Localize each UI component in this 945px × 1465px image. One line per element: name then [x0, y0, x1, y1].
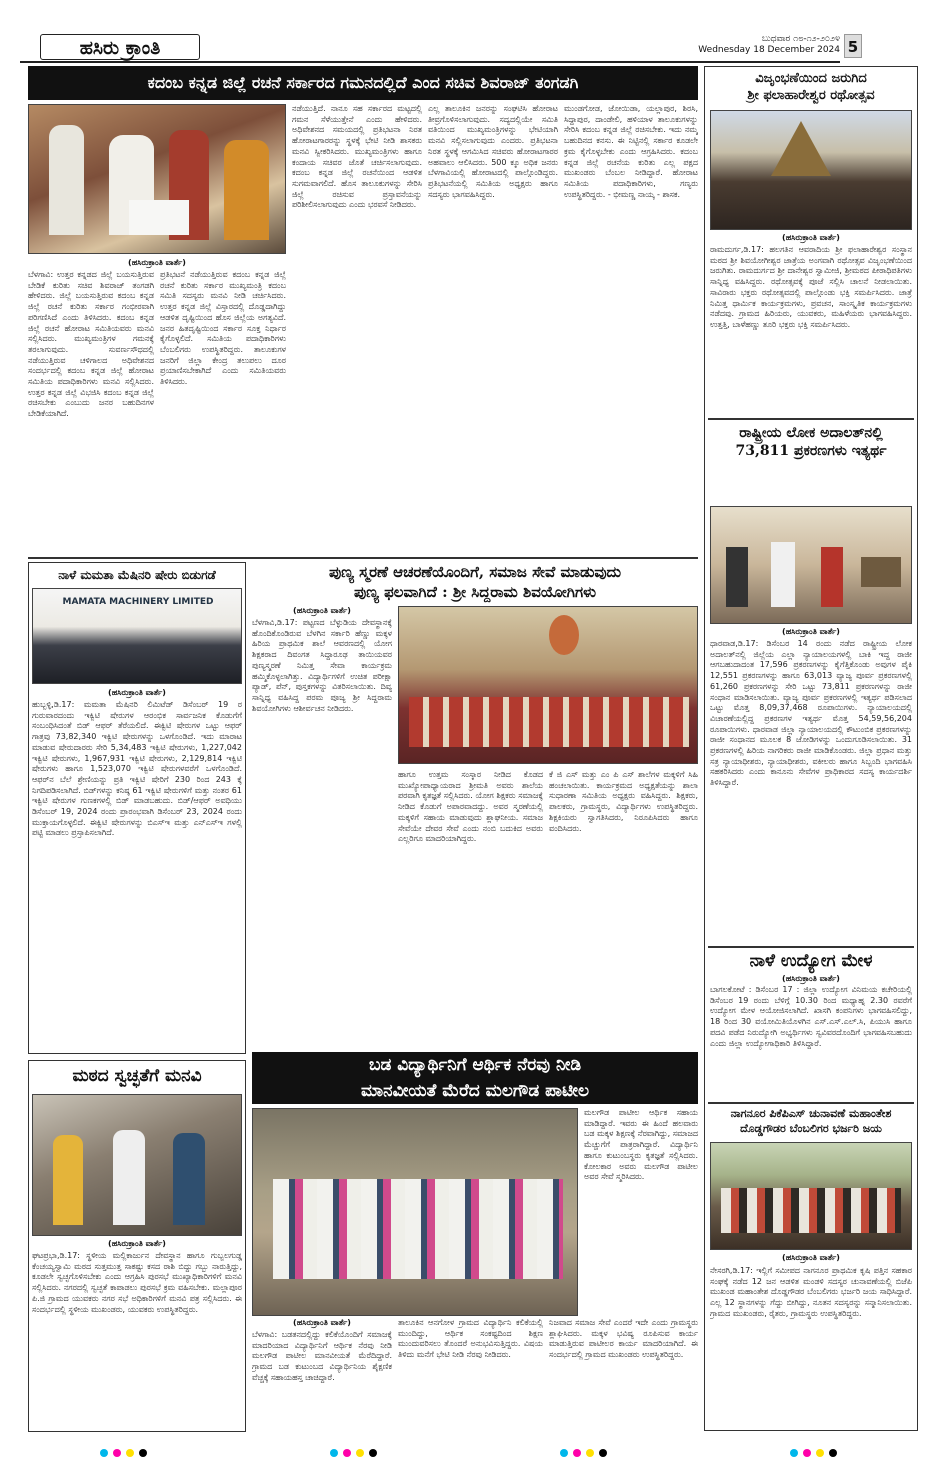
pkps-title: [708, 1106, 914, 1136]
udyoga-title: ನಾಳೆ ಉದ್ಯೋಗ ಮೇಳ: [749, 951, 873, 971]
swachhate-photo: [32, 1094, 242, 1236]
lead-text-col4: ಎಲ್ಲ ತಾಲೂಕಿನ ಜನರನ್ನು ಸಂಘಟಿಸಿ ಹೋರಾಟ ತೀವ್ರಗೊಳಿಸಲಾಗುವುದು. ಸದ್ಯದಲ್ಲಿಯೇ ಸಮಿತಿ ವತಿಯಿಂದ ಮುಖ್ಯಮಂತ್ರಿಗಳನ್ನು ಭೇಟಿಯಾಗಿ ಮನವಿ ಸಲ್ಲಿಸಲಾಗುವುದು ಎಂದರು. ಪ್ರತಿಭಟನಾ ನಿರತ ಸ್ಥಳಕ್ಕೆ ಆಗಮಿಸಿದ ಸಚಿವರು ಹೋರಾಟಗಾರರ ಅಹವಾಲು ಆಲಿಸಿದರು. 500 ಕ್ಕೂ ಅಧಿಕ ಜನರು ಬೆಳಗಾವಿಯಲ್ಲಿ ಹೋರಾಟದಲ್ಲಿ ಪಾಲ್ಗೊಂಡಿದ್ದರು. ಪ್ರತಿಭಟನೆಯಲ್ಲಿ ಸಮಿತಿಯ ಅಧ್ಯಕ್ಷರು ಹಾಗೂ ಸದಸ್ಯರು ಭಾಗವಹಿಸಿದ್ದರು.: [428, 104, 558, 199]
swachhate-title: ಮಠದ ಸ್ವಚ್ಛತೆಗೆ ಮನವಿ: [72, 1066, 202, 1086]
patil-headline-line2: ಮಾನವೀಯತೆ ಮೆರೆದ ಮಲಗೌಡ ಪಾಟೀಲ: [360, 1081, 590, 1101]
registration-mark: [100, 1442, 147, 1461]
divider: [28, 557, 698, 559]
mamata-text: ಹುಬ್ಬಳ್ಳಿ,ಡಿ.17: ಮಮತಾ ಮೆಷಿನರಿ ಲಿಮಿಟೆಡ್ ಡಿಸೆಂಬರ್ 19 ರ ಗುರುವಾರದಂದು ಇಕ್ವಿಟಿ ಷೇರುಗಳ ಆರಂಭಿಕ ಸಾರ್ವಜನಿಕ ಕೊಡುಗೆಗೆ ಸಂಬಂಧಿಸಿದಂತೆ ಬಿಡ್ ಆಫರ್ ತೆರೆಯಲಿದೆ. ಈಕ್ವಿಟಿ ಷೇರುಗಳ ಒಟ್ಟು ಆಫರ್ ಗಾತ್ರವು 73,82,340 ಇಕ್ವಿಟಿ ಷೇರುಗಳನ್ನು ಒಳಗೊಂಡಿದೆ. ಇದು ಮಾರಾಟ ಮಾಡುವ ಷೇರುದಾರರು ಸೇರಿ 5,34,483 ಇಕ್ವಿಟಿ ಷೇರುಗಳು, 1,227,042 ಇಕ್ವಿಟಿ ಷೇರುಗಳು, 1,967,931 ಇಕ್ವಿಟಿ ಷೇರುಗಳು, 2,129,814 ಇಕ್ವಿಟಿ ಷೇರುಗಳು ಹಾಗೂ 1,523,070 ಇಕ್ವಿಟಿ ಷೇರುಗಳವರೆಗೆ ಒಳಗೊಂಡಿದೆ. ಆಫರ್‌ನ ಬೆಲೆ ಶ್ರೇಣಿಯನ್ನು ಪ್ರತಿ ಇಕ್ವಿಟಿ ಷೇರಿಗೆ 230 ರಿಂದ 243 ಕ್ಕೆ ನಿಗದಿಪಡಿಸಲಾಗಿದೆ. ಬಿಡ್‌ಗಳನ್ನು ಕನಿಷ್ಠ 61 ಇಕ್ವಿಟಿ ಷೇರುಗಳಿಗೆ ಮತ್ತು ನಂತರ 61 ಇಕ್ವಿಟಿ ಷೇರುಗಳ ಗುಣಕಗಳಲ್ಲಿ ಬಿಡ್ ಮಾಡಬಹುದು. ಬಿಡ್/ಆಫರ್ ಅವಧಿಯು ಡಿಸೆಂಬರ್ 19, 2024 ರಂದು ಪ್ರಾರಂಭವಾಗಿ ಡಿಸೆಂಬರ್ 23, 2024 ರಂದು ಮುಕ್ತಾಯಗೊಳ್ಳಲಿದೆ. ಈಕ್ವಿಟಿ ಷೇರುಗಳನ್ನು ಬಿಎಸ್‌ಇ ಮತ್ತು ಎನ್‌ಎಸ್‌ಇ ಗಳಲ್ಲಿ ಪಟ್ಟಿ ಮಾಡಲು ಪ್ರಸ್ತಾಪಿಸಲಾಗಿದೆ.: [32, 700, 242, 838]
date-english: Wednesday 18 December 2024: [698, 45, 840, 55]
date-kannada: ಬುಧವಾರ ೧೮-೧೨-೨೦೨೪: [761, 34, 840, 44]
punya-headline-line2: ಪುಣ್ಯ ಫಲವಾಗಿದೆ : ಶ್ರೀ ಸಿದ್ದರಾಮ ಶಿವಯೋಗಿಗಳು: [353, 583, 597, 601]
patil-text-col3: ನಿಜವಾದ ಸಮಾಜ ಸೇವೆ ಎಂದರೆ ಇದೇ ಎಂದು ಗ್ರಾಮಸ್ಥರು ಶ್ಲಾಘಿಸಿದರು. ಮಕ್ಕಳ ಭವಿಷ್ಯ ರೂಪಿಸುವ ಕಾರ್ಯ ಮಾಡುತ್ತಿರುವ ಪಾಟೀಲರ ಕಾರ್ಯ ಮಾದರಿಯಾಗಿದೆ. ಈ ಸಂದರ್ಭದಲ್ಲಿ ಗ್ರಾಮದ ಮುಖಂಡರು ಉಪಸ್ಥಿತರಿದ್ದರು.: [549, 1318, 698, 1360]
swachhate-credit: (ಹಸಿರುಕ್ರಾಂತಿ ವಾರ್ತೆ): [108, 1239, 166, 1248]
punya-text-col1: ಬೆಳಗಾವಿ,ಡಿ.17: ಪಟ್ಟಣದ ಬೆಳ್ಳುಡಿಯ ದೇವಸ್ಥಾನಕ್ಕೆ ಹೊಂದಿಕೊಂಡಿರುವ ಬೆಳಗಿನ ಸರ್ಕಾರಿ ಹೆಣ್ಣು ಮಕ್ಕಳ ಹಿರಿಯ ಪ್ರಾಥಮಿಕ ಶಾಲೆ ಆವರಣದಲ್ಲಿ ಯೋಗ ಶಿಕ್ಷಕರಾದ ದಿವಂಗತ ಸಿದ್ದಾರೂಢ ತಾಯಿಯವರ ಪುಣ್ಯಸ್ಮರಣೆ ನಿಮಿತ್ತ ಸೇವಾ ಕಾರ್ಯಕ್ರಮ ಹಮ್ಮಿಕೊಳ್ಳಲಾಗಿತ್ತು. ವಿದ್ಯಾರ್ಥಿಗಳಿಗೆ ಉಚಿತ ಪರೀಕ್ಷಾ ಪ್ಯಾಡ್, ಪೆನ್, ಪುಸ್ತಕಗಳನ್ನು ವಿತರಿಸಲಾಯಿತು. ದಿವ್ಯ ಸಾನ್ನಿಧ್ಯ ವಹಿಸಿದ್ದ ಪರಮ ಪೂಜ್ಯ ಶ್ರೀ ಸಿದ್ದರಾಮ ಶಿವಯೋಗಿಗಳು ಆಶೀರ್ವಚನ ನೀಡಿದರು.: [252, 618, 392, 713]
mamata-credit: (ಹಸಿರುಕ್ರಾಂತಿ ವಾರ್ತೆ): [108, 688, 166, 697]
date-block: [690, 34, 840, 56]
patil-text-side: ಮಲಗೌಡ ಪಾಟೀಲ ಆರ್ಥಿಕ ಸಹಾಯ ಮಾಡಿದ್ದಾರೆ. ಇವರು ಈ ಹಿಂದೆ ಹಲವಾರು ಬಡ ಮಕ್ಕಳ ಶಿಕ್ಷಣಕ್ಕೆ ನೆರವಾಗಿದ್ದು, ಸಮಾಜದ ಮೆಚ್ಚುಗೆಗೆ ಪಾತ್ರರಾಗಿದ್ದಾರೆ. ವಿದ್ಯಾರ್ಥಿನಿ ಹಾಗೂ ಕುಟುಂಬಸ್ಥರು ಕೃತಜ್ಞತೆ ಸಲ್ಲಿಸಿದರು. ಕೋಲಕಾರ ಅವರು ಮಲಗೌಡ ಪಾಟೀಲ ಅವರ ಸೇವೆ ಸ್ಮರಿಸಿದರು.: [584, 1108, 698, 1182]
newspaper-title: ಹಸಿರು ಕ್ರಾಂತಿ: [40, 34, 200, 60]
patil-text-col2: ತಾಲೂಕಿನ ಆನಗೋಳ ಗ್ರಾಮದ ವಿದ್ಯಾರ್ಥಿನಿ ಕಲಿಕೆಯಲ್ಲಿ ಮುಂದಿದ್ದು, ಆರ್ಥಿಕ ಸಂಕಷ್ಟದಿಂದ ಶಿಕ್ಷಣ ಮುಂದುವರಿಸಲು ತೊಂದರೆ ಅನುಭವಿಸುತ್ತಿದ್ದರು. ವಿಷಯ ತಿಳಿದು ಮನೆಗೆ ಭೇಟಿ ನೀಡಿ ನೆರವು ನೀಡಿದರು.: [398, 1318, 543, 1360]
punya-credit: (ಹಸಿರುಕ್ರಾಂತಿ ವಾರ್ತೆ): [293, 606, 351, 615]
lok-adalat-title: [708, 424, 914, 460]
rathotsava-text: ರಾಮದುರ್ಗ,ಡಿ.17: ಹಲಗತಿನ ಆವರಾದಿಯ ಶ್ರೀ ಫಲಾಹಾರೇಶ್ವರ ಸಂಸ್ಥಾನ ಮಠದ ಶ್ರೀ ಶಿವಯೋಗೀಶ್ವರ ಜಾತ್ರೆಯ ಅಂಗವಾಗಿ ರಥೋತ್ಸವ ವಿಜೃಂಭಣೆಯಿಂದ ಜರುಗಿತು. ರಾಮದುರ್ಗದ ಶ್ರೀ ದಾನೇಶ್ವರ ಸ್ವಾಮೀಜಿ, ಶ್ರೀಮಠದ ಪೀಠಾಧಿಪತಿಗಳು ಸಾನ್ನಿಧ್ಯ ವಹಿಸಿದ್ದರು. ರಥೋತ್ಸವಕ್ಕೆ ಪೂಜೆ ಸಲ್ಲಿಸಿ ಚಾಲನೆ ನೀಡಲಾಯಿತು. ಸಾವಿರಾರು ಭಕ್ತರು ರಥೋತ್ಸವದಲ್ಲಿ ಪಾಲ್ಗೊಂಡು ಭಕ್ತಿ ಸಮರ್ಪಿಸಿದರು. ಜಾತ್ರೆ ನಿಮಿತ್ತ ಧಾರ್ಮಿಕ ಕಾರ್ಯಕ್ರಮಗಳು, ಪ್ರವಚನ, ಸಾಂಸ್ಕೃತಿಕ ಕಾರ್ಯಕ್ರಮಗಳು ನಡೆದವು. ಗ್ರಾಮದ ಹಿರಿಯರು, ಯುವಕರು, ಮಹಿಳೆಯರು ಭಾಗವಹಿಸಿದ್ದರು. ಉತ್ತತ್ತಿ, ಬಾಳೆಹಣ್ಣು ತೂರಿ ಭಕ್ತರು ಭಕ್ತಿ ಸಮರ್ಪಿಸಿದರು.: [710, 245, 912, 329]
pkps-title-line1: ನಾಗನೂರ ಪಿಕೆಪಿಎಸ್ ಚುನಾವಣೆ ಮಹಾಂತೇಶ: [730, 1107, 892, 1120]
pkps-text: ನೇಸರಗಿ,ಡಿ.17: ಇಲ್ಲಿಗೆ ಸಮೀಪದ ನಾಗನೂರ ಪ್ರಾಥಮಿಕ ಕೃಷಿ ಪತ್ತಿನ ಸಹಕಾರ ಸಂಘಕ್ಕೆ ನಡೆದ 12 ಜನ ಆಡಳಿತ ಮಂಡಳಿ ಸದಸ್ಯರ ಚುನಾವಣೆಯಲ್ಲಿ ಬಿಜೆಪಿ ಮುಖಂಡ ಮಹಾಂತೇಶ ದೊಡ್ಡಗೌಡರ ಬೆಂಬಲಿಗರು ಭರ್ಜರಿ ಜಯ ಸಾಧಿಸಿದ್ದಾರೆ. ಎಲ್ಲ 12 ಸ್ಥಾನಗಳನ್ನು ಗೆದ್ದು ಬೀಗಿದ್ದು, ನೂತನ ಸದಸ್ಯರನ್ನು ಸನ್ಮಾನಿಸಲಾಯಿತು. ಗ್ರಾಮದ ಮುಖಂಡರು, ರೈತರು, ಗ್ರಾಮಸ್ಥರು ಉಪಸ್ಥಿತರಿದ್ದರು.: [710, 1266, 912, 1318]
registration-mark: [790, 1442, 837, 1461]
punya-headline: [252, 562, 698, 602]
lead-photo: [28, 104, 286, 254]
pkps-photo: [710, 1142, 912, 1250]
rathotsava-title: [708, 70, 914, 104]
page-number: 5: [844, 34, 862, 58]
punya-text-col2: ಹಾಗೂ ಉತ್ತಮ ಸಂಸ್ಕಾರ ನೀಡಿದ ಕೊಡದ ಮುಖ್ಯೋಪಾಧ್ಯಾಯರಾದ ಶ್ರೀಮತಿ ಅವರು ಶಾಲೆಯ ಪರವಾಗಿ ಕೃತಜ್ಞತೆ ಸಲ್ಲಿಸಿದರು. ಯೋಗ ಶಿಕ್ಷಕರು ಸಮಾಜಕ್ಕೆ ನೀಡಿದ ಕೊಡುಗೆ ಅಪಾರವಾದದ್ದು. ಅವರ ಸ್ಮರಣೆಯಲ್ಲಿ ಮಕ್ಕಳಿಗೆ ಸಹಾಯ ಮಾಡುವುದು ಶ್ಲಾಘನೀಯ. ಸಮಾಜ ಸೇವೆಯೇ ದೇವರ ಸೇವೆ ಎಂದು ನಂಬಿ ಬದುಕಿದ ಅವರು ಎಲ್ಲರಿಗೂ ಮಾದರಿಯಾಗಿದ್ದರು.: [398, 770, 543, 844]
lead-text-col3: ನಡೆಯುತ್ತಿದೆ. ನಾನೂ ಸಹ ಸರ್ಕಾರದ ಮಟ್ಟದಲ್ಲಿ ಗಮನ ಸೆಳೆಯುತ್ತೇನೆ ಎಂದು ಹೇಳಿದರು. ಅಧಿವೇಶನದ ಸಮಯದಲ್ಲಿ ಪ್ರತಿಭಟನಾ ನಿರತ ಹೋರಾಟಗಾರರನ್ನು ಸ್ಥಳಕ್ಕೆ ಭೇಟಿ ನೀಡಿ ಶಾಸಕರು ಮನವಿ ಸ್ವೀಕರಿಸಿದರು. ಮುಖ್ಯಮಂತ್ರಿಗಳು ಹಾಗೂ ಕಂದಾಯ ಸಚಿವರ ಜೊತೆ ಚರ್ಚಿಸಲಾಗುವುದು. ಕದಂಬ ಕನ್ನಡ ಜಿಲ್ಲೆ ರಚನೆಯಿಂದ ಆಡಳಿತ ಸುಗಮವಾಗಲಿದೆ. ಹೊಸ ತಾಲೂಕುಗಳನ್ನು ಸೇರಿಸಿ ಜಿಲ್ಲೆ ರಚಿಸುವ ಪ್ರಸ್ತಾವನೆಯನ್ನು ಪರಿಶೀಲಿಸಲಾಗುವುದು ಎಂದು ಭರವಸೆ ನೀಡಿದರು.: [292, 104, 422, 210]
mamata-title: ನಾಳೆ ಮಮತಾ ಮೆಷಿನರಿ ಷೇರು ಬಿಡುಗಡೆ: [58, 568, 216, 582]
udyoga-credit: (ಹಸಿರುಕ್ರಾಂತಿ ವಾರ್ತೆ): [782, 974, 840, 983]
lead-credit: (ಹಸಿರುಕ್ರಾಂತಿ ವಾರ್ತೆ): [128, 258, 186, 267]
divider: [708, 418, 914, 420]
patil-photo: [252, 1108, 578, 1316]
registration-mark: [560, 1442, 607, 1461]
rathotsava-title-line2: ಶ್ರೀ ಫಲಾಹಾರೇಶ್ವರ ರಥೋತ್ಸವ: [747, 88, 875, 103]
punya-photo: [398, 606, 698, 764]
patil-headline-line1: ಬಡ ವಿದ್ಯಾರ್ಥಿನಿಗೆ ಆರ್ಥಿಕ ನೆರವು ನೀಡಿ: [368, 1055, 582, 1075]
header-rule: [20, 61, 840, 63]
lok-adalat-text: ಧಾರವಾಡ,ಡಿ.17: ಡಿಸೆಂಬರ 14 ರಂದು ನಡೆದ ರಾಷ್ಟ್ರೀಯ ಲೋಕ ಅದಾಲತ್‌ನಲ್ಲಿ ಜಿಲ್ಲೆಯ ಎಲ್ಲಾ ನ್ಯಾಯಾಲಯಗಳಲ್ಲಿ ಬಾಕಿ ಇದ್ದ ರಾಜೀ ಆಗಬಹುದಾದಂತ 17,596 ಪ್ರಕರಣಗಳನ್ನು ಕೈಗೆತ್ತಿಕೊಂಡು ಅವುಗಳ ಪೈಕಿ 12,551 ಪ್ರಕರಣಗಳನ್ನು ಹಾಗೂ 63,013 ವ್ಯಾಜ್ಯ ಪೂರ್ವ ಪ್ರಕರಣಗಳಲ್ಲಿ 61,260 ಪ್ರಕರಣಗಳನ್ನು ಸೇರಿ ಒಟ್ಟು 73,811 ಪ್ರಕರಣಗಳನ್ನು ರಾಜೀ ಸಂಧಾನ ಮಾಡಿಸಲಾಯಿತು. ವ್ಯಾಜ್ಯ ಪೂರ್ವ ಪ್ರಕರಣಗಳಲ್ಲಿ ಇತ್ಯರ್ಥ ಪಡಿಸಲಾದ ಒಟ್ಟು ಮೊತ್ತ 8,09,37,468 ರೂಪಾಯಿಗಳು. ನ್ಯಾಯಾಲಯದಲ್ಲಿ ವಿಚಾರಣೆಯಲ್ಲಿದ್ದ ಪ್ರಕರಣಗಳ ಇತ್ಯರ್ಥ ಮೊತ್ತ 54,59,56,204 ರೂಪಾಯಿಗಳು. ಧಾರವಾಡ ಜಿಲ್ಲಾ ನ್ಯಾಯಾಲಯದಲ್ಲಿ ಕೌಟುಂಬಿಕ ಪ್ರಕರಣಗಳನ್ನು ರಾಜೀ ಸಂಧಾನದ ಮೂಲಕ 8 ಜೋಡಿಗಳನ್ನು ಒಂದುಗೂಡಿಸಲಾಯಿತು. 31 ಪ್ರಕರಣಗಳಲ್ಲಿ ಹಿರಿಯ ನಾಗರಿಕರು ರಾಜೀ ಮಾಡಿಕೊಂಡರು. ಜಿಲ್ಲಾ ಪ್ರಧಾನ ಮತ್ತು ಸತ್ರ ನ್ಯಾಯಾಧೀಶರು, ನ್ಯಾಯಾಧೀಶರು, ವಕೀಲರು ಹಾಗೂ ಸಿಬ್ಬಂದಿ ಭಾಗವಹಿಸಿ ಸಹಕರಿಸಿದರು ಎಂದು ಕಾನೂನು ಸೇವೆಗಳ ಪ್ರಾಧಿಕಾರದ ಸದಸ್ಯ ಕಾರ್ಯದರ್ಶಿ ತಿಳಿಸಿದ್ದಾರೆ.: [710, 639, 912, 788]
mamata-photo: [32, 588, 242, 684]
lead-text-col5: ಮುಂಡಗೋಡ, ಜೋಯಿಡಾ, ಯಲ್ಲಾಪುರ, ಶಿರಸಿ, ಸಿದ್ದಾಪುರ, ದಾಂಡೇಲಿ, ಹಳಿಯಾಳ ತಾಲೂಕುಗಳನ್ನು ಸೇರಿಸಿ ಕದಂಬ ಕನ್ನಡ ಜಿಲ್ಲೆ ರಚಿಸಬೇಕು. ಇದು ನಮ್ಮ ಬಹುದಿನದ ಕನಸು. ಈ ನಿಟ್ಟಿನಲ್ಲಿ ಸರ್ಕಾರ ಕೂಡಲೇ ಕ್ರಮ ಕೈಗೊಳ್ಳಬೇಕು ಎಂದು ಆಗ್ರಹಿಸಿದರು. ಕದಂಬ ಕನ್ನಡ ಜಿಲ್ಲೆ ರಚನೆಯ ಕುರಿತು ಎಲ್ಲ ಪಕ್ಷದ ಮುಖಂಡರು ಬೆಂಬಲ ನೀಡಿದ್ದಾರೆ. ಹೋರಾಟ ಸಮಿತಿಯ ಪದಾಧಿಕಾರಿಗಳು, ಗಣ್ಯರು ಉಪಸ್ಥಿತರಿದ್ದರು. - ಭೀಮಣ್ಣ ನಾಯ್ಕ - ಶಾಸಕ.: [564, 104, 698, 199]
patil-headline: [252, 1052, 698, 1104]
registration-mark: [330, 1442, 377, 1461]
udyoga-text: ಬಾಗಲಕೋಟೆ : ಡಿಸೆಂಬರ 17 : ಜಿಲ್ಲಾ ಉದ್ಯೋಗ ವಿನಿಮಯ ಕಚೇರಿಯಲ್ಲಿ ಡಿಸೆಂಬರ 19 ರಂದು ಬೆಳಿಗ್ಗೆ 10.30 ರಿಂದ ಮಧ್ಯಾಹ್ನ 2.30 ರವರೆಗೆ ಉದ್ಯೋಗ ಮೇಳ ಆಯೋಜಿಸಲಾಗಿದೆ. ಖಾಸಗಿ ಕಂಪನಿಗಳು ಭಾಗವಹಿಸಲಿದ್ದು, 18 ರಿಂದ 30 ವಯೋಮಿತಿಯೊಳಗಿನ ಎಸ್.ಎಸ್.ಎಲ್.ಸಿ, ಪಿಯುಸಿ ಹಾಗೂ ಪದವಿ ಪಡೆದ ನಿರುದ್ಯೋಗಿ ಅಭ್ಯರ್ಥಿಗಳು ಸ್ವವಿವರದೊಂದಿಗೆ ಭಾಗವಹಿಸಬಹುದು ಎಂದು ಜಿಲ್ಲಾ ಉದ್ಯೋಗಾಧಿಕಾರಿ ತಿಳಿಸಿದ್ದಾರೆ.: [710, 985, 912, 1048]
lok-adalat-title-line1: ರಾಷ್ಟ್ರೀಯ ಲೋಕ ಅದಾಲತ್‌ನಲ್ಲಿ: [739, 425, 883, 441]
mamata-banner-text: MAMATA MACHINERY LIMITED: [62, 597, 214, 607]
lok-adalat-title-line2: 73,811 ಪ್ರಕರಣಗಳು ಇತ್ಯರ್ಥ: [735, 443, 887, 459]
divider: [708, 946, 914, 948]
pkps-title-line2: ದೊಡ್ಡಗೌಡರ ಬೆಂಬಲಿಗರ ಭರ್ಜರಿ ಜಯ: [740, 1122, 882, 1135]
patil-credit: (ಹಸಿರುಕ್ರಾಂತಿ ವಾರ್ತೆ): [293, 1318, 351, 1327]
rathotsava-credit: (ಹಸಿರುಕ್ರಾಂತಿ ವಾರ್ತೆ): [782, 233, 840, 242]
rathotsava-title-line1: ವಿಜೃಂಭಣೆಯಿಂದ ಜರುಗಿದ: [755, 71, 867, 86]
divider: [708, 1102, 914, 1104]
lead-text-col1: ಬೆಳಗಾವಿ: ಉತ್ತರ ಕನ್ನಡದ ಜಿಲ್ಲೆ ಬಯಸುತ್ತಿರುವ ಬೇಡಿಕೆ ಕುರಿತು ಸಚಿವ ಶಿವರಾಜ್ ತಂಗಡಗಿ ಹೇಳಿದರು. ಜಿಲ್ಲೆ ಬಯಸುತ್ತಿರುವ ಕದಂಬ ಕನ್ನಡ ಜಿಲ್ಲೆ ರಚನೆ ಕುರಿತು ಸರ್ಕಾರ ಗಂಭೀರವಾಗಿ ಪರಿಗಣಿಸಿದೆ ಎಂದು ತಿಳಿಸಿದರು. ಕದಂಬ ಕನ್ನಡ ಜಿಲ್ಲೆ ರಚನೆ ಹೋರಾಟ ಸಮಿತಿಯವರು ಮನವಿ ಸಲ್ಲಿಸಿದರು. ಮುಖ್ಯಮಂತ್ರಿಗಳ ಗಮನಕ್ಕೆ ತರಲಾಗುವುದು. ಸುವರ್ಣಸೌಧದಲ್ಲಿ ನಡೆಯುತ್ತಿರುವ ಚಳಿಗಾಲದ ಅಧಿವೇಶನದ ಸಂದರ್ಭದಲ್ಲಿ ಕದಂಬ ಕನ್ನಡ ಜಿಲ್ಲೆ ಹೋರಾಟ ಸಮಿತಿಯ ಪದಾಧಿಕಾರಿಗಳು ಮನವಿ ಸಲ್ಲಿಸಿದರು. ಉತ್ತರ ಕನ್ನಡ ಜಿಲ್ಲೆ ವಿಭಜಿಸಿ ಕದಂಬ ಕನ್ನಡ ಜಿಲ್ಲೆ ರಚಿಸಬೇಕು ಎಂಬುದು ಜನರ ಬಹುದಿನಗಳ ಬೇಡಿಕೆಯಾಗಿದೆ.: [28, 270, 154, 419]
lok-adalat-credit: (ಹಸಿರುಕ್ರಾಂತಿ ವಾರ್ತೆ): [782, 627, 840, 636]
swachhate-text: ಘಟಪ್ರಭಾ,ಡಿ.17: ಸ್ಥಳೀಯ ಮಲ್ಲಿಕಾರ್ಜುನ ದೇವಸ್ಥಾನ ಹಾಗೂ ಗುಬ್ಬಲಗುಡ್ಡ ಕೆಂಚಯ್ಯಸ್ವಾಮಿ ಮಠದ ಸುತ್ತಮುತ್ತ ಸಾಕಷ್ಟು ಕಸದ ರಾಶಿ ಬಿದ್ದು ಗಬ್ಬು ನಾರುತ್ತಿದ್ದು, ಕೂಡಲೇ ಸ್ವಚ್ಛಗೊಳಿಸಬೇಕು ಎಂದು ಆಗ್ರಹಿಸಿ ಪುರಸಭೆ ಮುಖ್ಯಾಧಿಕಾರಿಗಳಿಗೆ ಮನವಿ ಸಲ್ಲಿಸಿದರು. ನಗರದಲ್ಲಿ ಸ್ವಚ್ಛತೆ ಕಾಪಾಡಲು ಪುರಸಭೆ ಕ್ರಮ ವಹಿಸಬೇಕು. ಮಲ್ಲಾಪೂರ ಪಿ.ಜಿ ಗ್ರಾಮದ ಯುವಕರು ನಗರ ಸಭೆ ಅಧಿಕಾರಿಗಳಿಗೆ ಮನವಿ ಪತ್ರ ಸಲ್ಲಿಸಿದರು. ಈ ಸಂದರ್ಭದಲ್ಲಿ ಸ್ಥಳೀಯ ಮುಖಂಡರು, ಯುವಕರು ಉಪಸ್ಥಿತರಿದ್ದರು.: [32, 1251, 242, 1314]
lead-text-col2: ಪ್ರತಿಭಟನೆ ನಡೆಯುತ್ತಿರುವ ಕದಂಬ ಕನ್ನಡ ಜಿಲ್ಲೆ ರಚನೆ ಕುರಿತು ಸರ್ಕಾರ ಮುಖ್ಯಮಂತ್ರಿ ಕದಂಬ ಸಮಿತಿ ಸದಸ್ಯರು ಮನವಿ ನೀಡಿ ಚರ್ಚಿಸಿದರು. ಉತ್ತರ ಕನ್ನಡ ಜಿಲ್ಲೆ ವಿಸ್ತಾರದಲ್ಲಿ ದೊಡ್ಡದಾಗಿದ್ದು ಆಡಳಿತ ದೃಷ್ಟಿಯಿಂದ ಹೊಸ ಜಿಲ್ಲೆಯ ಅಗತ್ಯವಿದೆ. ಜನರ ಹಿತದೃಷ್ಟಿಯಿಂದ ಸರ್ಕಾರ ಸೂಕ್ತ ನಿರ್ಧಾರ ಕೈಗೊಳ್ಳಲಿದೆ. ಸಮಿತಿಯ ಪದಾಧಿಕಾರಿಗಳು ಬೆಂಬಲಿಗರು ಉಪಸ್ಥಿತರಿದ್ದರು. ತಾಲೂಕುಗಳ ಜನರಿಗೆ ಜಿಲ್ಲಾ ಕೇಂದ್ರ ತಲುಪಲು ದೂರ ಪ್ರಯಾಣಿಸಬೇಕಾಗಿದೆ ಎಂದು ಸಮಿತಿಯವರು ತಿಳಿಸಿದರು.: [160, 270, 286, 387]
punya-headline-line1: ಪುಣ್ಯ ಸ್ಮರಣೆ ಆಚರಣೆಯೊಂದಿಗೆ, ಸಮಾಜ ಸೇವೆ ಮಾಡುವುದು: [328, 563, 622, 581]
patil-text-col1: ಬೆಳಗಾವಿ: ಬಡತನದಲ್ಲಿದ್ದು ಕಲಿಕೆಯೊಂದಿಗೆ ಸಮಾಜಕ್ಕೆ ಮಾದರಿಯಾದ ವಿದ್ಯಾರ್ಥಿನಿಗೆ ಆರ್ಥಿಕ ನೆರವು ನೀಡಿ ಮಲಗೌಡ ಪಾಟೀಲ ಮಾನವೀಯತೆ ಮೆರೆದಿದ್ದಾರೆ. ಗ್ರಾಮದ ಬಡ ಕುಟುಂಬದ ವಿದ್ಯಾರ್ಥಿನಿಯ ಶೈಕ್ಷಣಿಕ ವೆಚ್ಚಕ್ಕೆ ಸಹಾಯಹಸ್ತ ಚಾಚಿದ್ದಾರೆ.: [252, 1330, 392, 1382]
lok-adalat-photo: [710, 506, 912, 624]
lead-headline: ಕದಂಬ ಕನ್ನಡ ಜಿಲ್ಲೆ ರಚನೆ ಸರ್ಕಾರದ ಗಮನದಲ್ಲಿದೆ ಎಂದ ಸಚಿವ ಶಿವರಾಜ್ ತಂಗಡಗಿ: [28, 66, 698, 100]
punya-text-col3: ಕೆ ಜಿ ಎಸ್ ಮತ್ತು ಎಂ ಪಿ ಎಸ್ ಶಾಲೆಗಳ ಮಕ್ಕಳಿಗೆ ಸಿಹಿ ಹಂಚಲಾಯಿತು. ಕಾರ್ಯಕ್ರಮದ ಅಧ್ಯಕ್ಷತೆಯನ್ನು ಶಾಲಾ ಸುಧಾರಣಾ ಸಮಿತಿಯ ಅಧ್ಯಕ್ಷರು ವಹಿಸಿದ್ದರು. ಶಿಕ್ಷಕರು, ಪಾಲಕರು, ಗ್ರಾಮಸ್ಥರು, ವಿದ್ಯಾರ್ಥಿಗಳು ಉಪಸ್ಥಿತರಿದ್ದರು. ಶಿಕ್ಷಕಿಯರು ಸ್ವಾಗತಿಸಿದರು, ನಿರೂಪಿಸಿದರು ಹಾಗೂ ವಂದಿಸಿದರು.: [549, 770, 698, 833]
pkps-credit: (ಹಸಿರುಕ್ರಾಂತಿ ವಾರ್ತೆ): [782, 1253, 840, 1262]
rathotsava-photo: [710, 110, 912, 230]
